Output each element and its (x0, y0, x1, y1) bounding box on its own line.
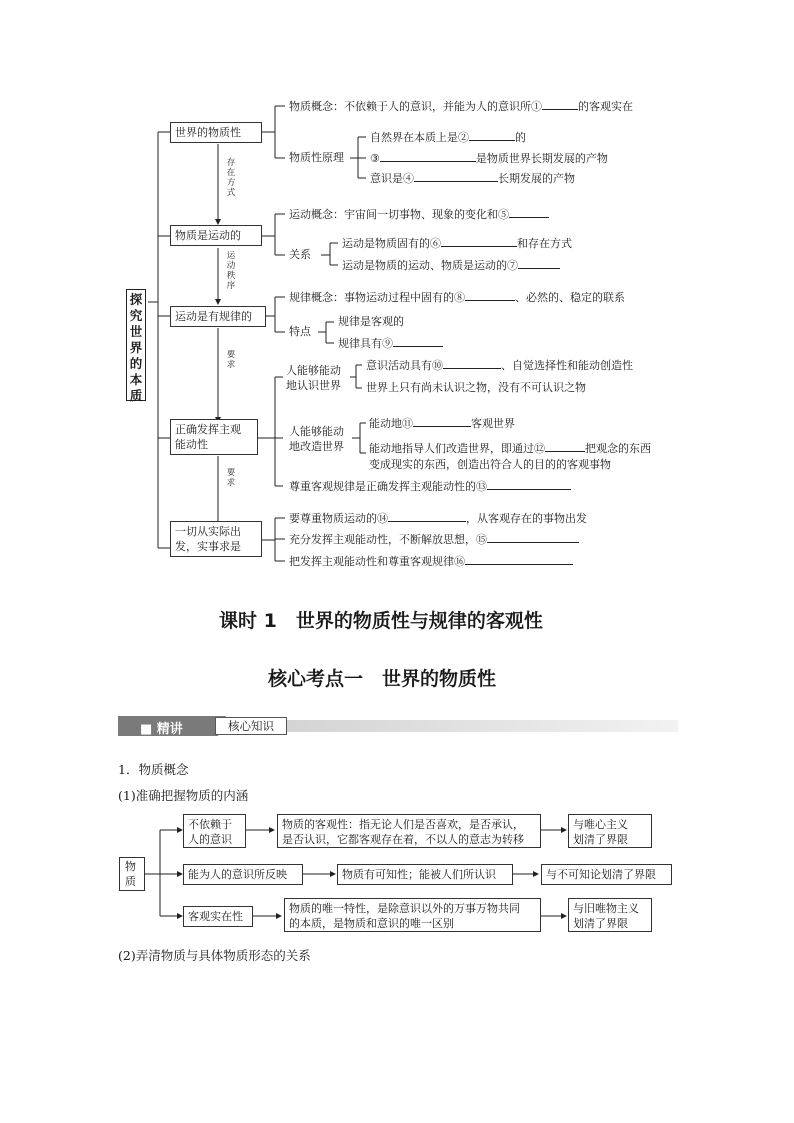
node-subjective-initiative-l2: 能动性 (175, 438, 208, 451)
flow-r3-mid (284, 898, 541, 932)
cognize-item-2: 世界上只有尚未认识之物，没有不可认识之物 (366, 381, 586, 394)
principle-item-3-text: 意识是④ (370, 172, 414, 185)
motion-concept-text: 运动概念：宇宙间一切事物、现象的变化和⑤ (289, 208, 509, 221)
principle-item-2-tail: 是物质世界长期发展的产物 (475, 152, 608, 165)
node-seek-truth-l2: 发，实事求是 (175, 540, 241, 553)
feature-item-2-text: 规律具有⑨ (338, 337, 393, 350)
relation-item-1-text: 运动是物质固有的⑥ (342, 237, 441, 250)
node-matter-motion: 物质是运动的 (170, 225, 262, 246)
flow-r1-end-l1: 与唯心主义 (573, 818, 628, 831)
feature-item-1: 规律是客观的 (338, 315, 404, 328)
flow-r3-end (568, 898, 652, 932)
flow-r1-mid (277, 814, 541, 848)
flow-r3-end-l1: 与旧唯物主义 (573, 902, 639, 915)
seek-item-2-text: 充分发挥主观能动性，不断解放思想，⑮ (289, 533, 487, 546)
transform-item-2-line2: 变成现实的东西，创造出符合人的目的的客观事物 (369, 458, 611, 471)
transform-item-2-tail: 把观念的东西 (585, 442, 651, 455)
flow-r1-end (568, 814, 652, 848)
flow-r1-label (183, 814, 246, 848)
law-concept-tail: 、必然的、稳定的联系 (515, 291, 625, 304)
principle-item-1-text: 自然界在本质上是② (370, 131, 469, 144)
flow-r1-mid-l2: 是否认识，它都客观存在着，不以人的意志为转移 (282, 833, 524, 846)
arrow-label-require-1: 要求 (226, 350, 236, 370)
transform-item-1-text: 能动地⑪ (369, 417, 413, 430)
respect-law-text: 尊重客观规律是正确发挥主观能动性的⑬ (289, 480, 487, 493)
cognize-item-1-tail: 、自觉选择性和能动创造性 (501, 359, 633, 372)
node-motion-law: 运动是有规律的 (170, 306, 266, 327)
matter-concept-text: 物质概念：不依赖于人的意识，并能为人的意识所① (289, 100, 542, 113)
mindmap-root: 探究世界的本质 (126, 289, 146, 401)
section-title: 核心考点一 世界的物质性 (268, 668, 497, 690)
transform-world-l2: 地改造世界 (289, 440, 344, 453)
principle-item-2-text: ③ (370, 152, 380, 165)
seek-item-1-tail: ，从客观存在的事物出发 (466, 512, 587, 525)
law-concept-text: 规律概念：事物运动过程中固有的⑧ (289, 291, 465, 304)
transform-item-2-text: 能动地指导人们改造世界，即通过⑫ (369, 442, 545, 455)
flow-r2-label: 能为人的意识所反映 (183, 864, 303, 885)
relation-item-1-tail: 和存在方式 (517, 237, 572, 250)
section-bar-tag: 核心知识 (215, 717, 287, 735)
heading-1-1: (1)准确把握物质的内涵 (118, 788, 249, 803)
flow-r2-end: 与不可知论划清了界限 (541, 864, 672, 885)
seek-item-3-text: 把发挥主观能动性和尊重客观规律⑯ (289, 555, 465, 568)
node-subjective-initiative-l1: 正确发挥主观 (175, 423, 241, 436)
cognize-world-l1: 人能够能动 (286, 364, 341, 377)
law-feature: 特点 (289, 325, 311, 338)
flow-root: 物质 (119, 857, 145, 891)
flow-r1-label-l1: 不依赖于 (188, 818, 232, 831)
node-material-world: 世界的物质性 (170, 122, 262, 143)
motion-relation: 关系 (289, 248, 311, 261)
relation-item-2-text: 运动是物质的运动、物质是运动的⑦ (342, 259, 518, 272)
cognize-world-l2: 地认识世界 (286, 379, 341, 392)
cognize-item-1-text: 意识活动具有⑩ (366, 359, 443, 372)
flow-r3-mid-l2: 的本质，是物质和意识的唯一区别 (289, 917, 454, 930)
principle-item-1-tail: 的 (515, 131, 526, 144)
matter-principle: 物质性原理 (289, 151, 344, 164)
matter-concept-tail: 的客观实在 (578, 100, 633, 113)
transform-world-l1: 人能够能动 (289, 425, 344, 438)
arrow-label-existence: 存在方式 (226, 158, 236, 198)
flow-r1-end-l2: 划清了界限 (573, 833, 628, 846)
section-bar-label: ■ 精讲 (140, 722, 183, 737)
flow-r1-label-l2: 人的意识 (188, 833, 232, 846)
principle-item-3-tail: 长期发展的产物 (498, 172, 575, 185)
flow-r1-mid-l1: 物质的客观性：指无论人们是否喜欢，是否承认， (282, 818, 524, 831)
arrow-label-order: 运动秩序 (226, 251, 236, 291)
node-seek-truth-l1: 一切从实际出 (175, 525, 241, 538)
flow-r3-label: 客观实在性 (183, 906, 253, 927)
arrow-label-require-2: 要求 (226, 468, 236, 488)
seek-item-1-text: 要尊重物质运动的⑭ (289, 512, 388, 525)
transform-item-1-tail: 客观世界 (471, 417, 515, 430)
heading-1: 1．物质概念 (118, 762, 189, 777)
lesson-title: 课时 1 世界的物质性与规律的客观性 (219, 610, 543, 632)
heading-1-2: (2)弄清物质与具体物质形态的关系 (118, 948, 311, 963)
flow-r3-mid-l1: 物质的唯一特性，是除意识以外的万事万物共同 (289, 902, 520, 915)
flow-r2-mid: 物质有可知性；能被人们所认识 (337, 864, 513, 885)
flow-r3-end-l2: 划清了界限 (573, 917, 628, 930)
